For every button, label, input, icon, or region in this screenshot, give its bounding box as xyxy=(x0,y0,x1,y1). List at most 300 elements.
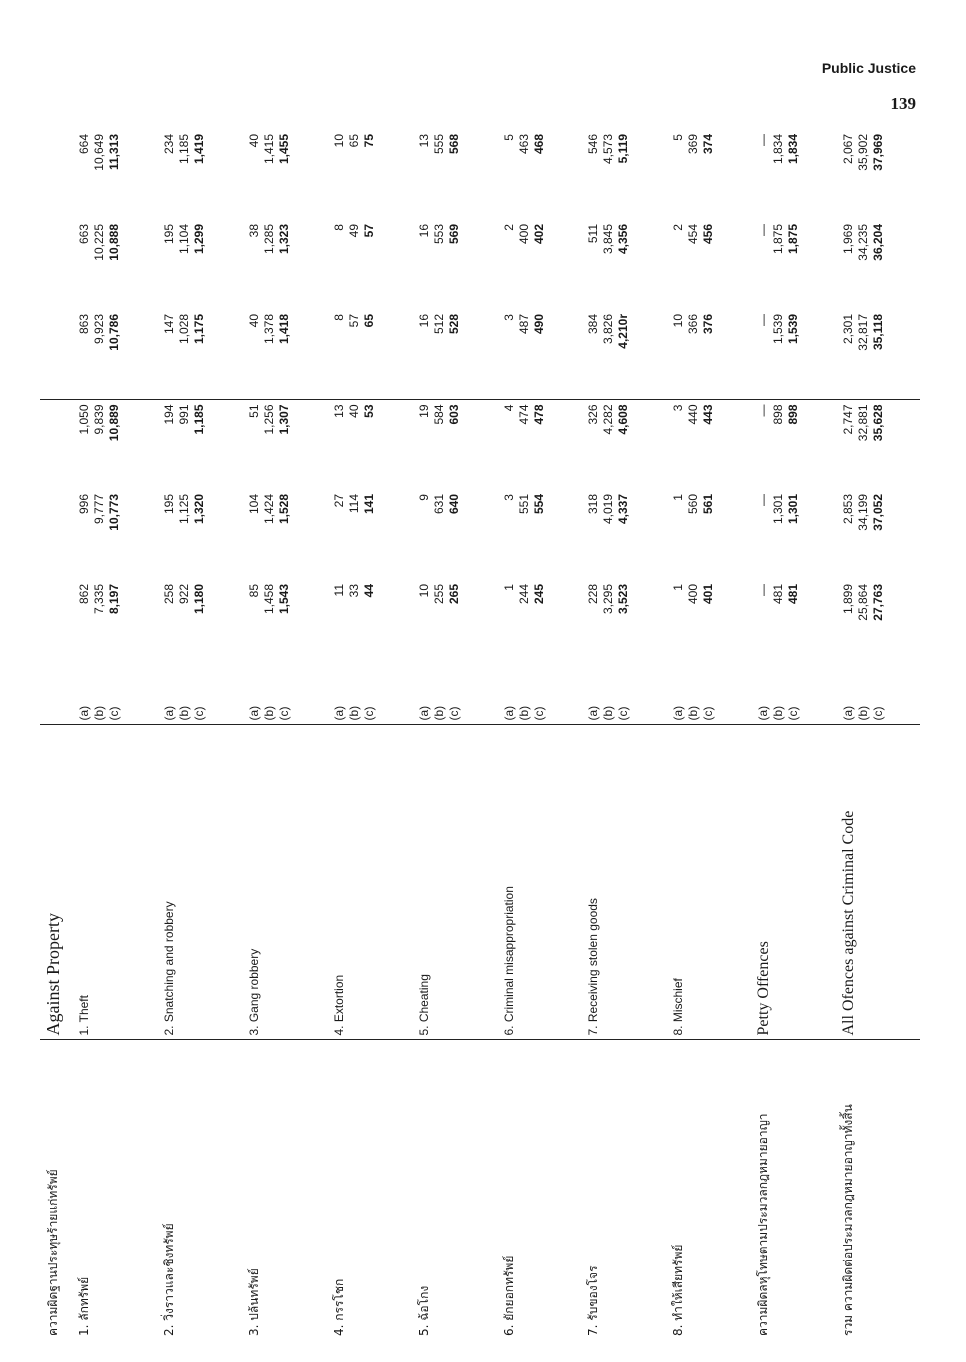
value-cell xyxy=(241,580,326,670)
value: 1,875 xyxy=(771,224,786,255)
value: 4 xyxy=(501,404,516,412)
value: 4,573 xyxy=(601,134,616,165)
value: 3 xyxy=(501,314,516,321)
value-cell xyxy=(496,490,581,580)
row-key: (c) xyxy=(361,706,376,721)
value: 57 xyxy=(346,314,361,328)
value: 35,902 xyxy=(856,134,870,171)
row-key: (b) xyxy=(771,705,786,721)
value-cell xyxy=(326,310,411,400)
value: 147 xyxy=(162,314,177,335)
value: 13 xyxy=(331,404,346,418)
row-key: (a) xyxy=(501,705,516,721)
value: 49 xyxy=(346,224,361,238)
value: 44 xyxy=(361,584,376,598)
value: 57 xyxy=(361,224,376,238)
value-cell xyxy=(326,490,411,580)
value: 114 xyxy=(346,494,361,514)
value: 1,256 xyxy=(261,404,276,435)
value: 440 xyxy=(686,404,701,425)
value: 32,817 xyxy=(856,314,870,351)
value: 75 xyxy=(361,134,376,148)
value: 4,282 xyxy=(601,404,616,435)
row-key: (b) xyxy=(686,705,701,721)
value: 1,028 xyxy=(177,314,192,345)
value: 401 xyxy=(701,584,716,605)
value: 1,125 xyxy=(177,494,192,525)
row-label-english: 4. Extortion xyxy=(326,725,411,1040)
row-key: (b) xyxy=(177,705,192,721)
row-label-english: All Ofences against Criminal Code xyxy=(835,725,920,1040)
table-row xyxy=(580,130,665,1340)
value: 1,285 xyxy=(261,224,276,255)
row-label-thai: รวม ความผิดต่อประมวลกฎหมายอาญาทั้งสิ้น xyxy=(841,1104,855,1336)
value: 1,378 xyxy=(261,314,276,345)
value-cell xyxy=(496,310,581,400)
value: 400 xyxy=(516,224,531,245)
row-keys xyxy=(665,670,750,725)
value-cell xyxy=(580,310,665,400)
value-cell xyxy=(326,220,411,310)
value-cell xyxy=(665,580,750,670)
value: 1,104 xyxy=(177,224,192,255)
page-number: 139 xyxy=(890,94,916,113)
value: 1,834 xyxy=(771,134,786,165)
value: 65 xyxy=(361,314,376,328)
value: — xyxy=(756,494,771,506)
value: 1,185 xyxy=(177,134,192,165)
value: 569 xyxy=(446,224,461,245)
value: 640 xyxy=(446,494,461,515)
table-row xyxy=(156,130,241,1340)
value: 560 xyxy=(686,494,701,515)
row-label-english: 2. Snatching and robbery xyxy=(156,725,241,1040)
value: 1,050 xyxy=(77,404,92,435)
value-cell xyxy=(665,490,750,580)
row-keys xyxy=(71,670,156,725)
value: 862 xyxy=(77,584,92,605)
value: 141 xyxy=(361,494,376,515)
value: 27,763 xyxy=(871,584,885,621)
value: 2,067 xyxy=(841,134,855,165)
value: 551 xyxy=(516,494,531,515)
value: 546 xyxy=(586,134,601,155)
value-cell xyxy=(496,580,581,670)
value: 3 xyxy=(501,494,516,501)
value: 512 xyxy=(431,314,446,335)
value: 631 xyxy=(431,494,446,515)
running-head: Public Justice xyxy=(821,60,916,76)
value: 32,881 xyxy=(856,404,870,442)
value: 53 xyxy=(361,404,376,418)
value: 244 xyxy=(516,584,531,605)
value: 1,455 xyxy=(276,134,291,165)
value-cell xyxy=(156,310,241,400)
value-cell xyxy=(71,400,156,490)
value: 1,419 xyxy=(192,134,207,165)
value-cell xyxy=(496,400,581,490)
value: 25,864 xyxy=(856,584,870,621)
value: 1,424 xyxy=(261,494,276,525)
value: 554 xyxy=(531,494,546,515)
row-key: (b) xyxy=(92,705,107,721)
value-cell xyxy=(411,130,496,220)
value: 402 xyxy=(531,224,546,245)
value-cell xyxy=(665,400,750,490)
row-keys xyxy=(241,670,326,725)
value: 376 xyxy=(701,314,716,335)
row-key: (b) xyxy=(856,705,870,721)
value-cell xyxy=(71,490,156,580)
section-heading-thai: ความผิดฐานประทุษร้ายแก่ทรัพย์ xyxy=(46,1169,60,1336)
row-label-english: 5. Cheating xyxy=(411,725,496,1040)
table-row xyxy=(665,130,750,1340)
value: 38 xyxy=(246,224,261,238)
row-key: (c) xyxy=(616,706,631,721)
row-key: (a) xyxy=(77,705,92,721)
value-cell xyxy=(71,310,156,400)
row-key: (a) xyxy=(671,705,686,721)
value: 3,826 xyxy=(601,314,616,345)
value-cell xyxy=(411,220,496,310)
value: 400 xyxy=(686,584,701,605)
value: 1,185 xyxy=(192,404,207,435)
value: 19 xyxy=(416,404,431,418)
value: 4,608 xyxy=(616,404,631,435)
value-cell xyxy=(835,310,920,400)
value: 366 xyxy=(686,314,701,335)
value: 10,786 xyxy=(107,314,122,351)
value: 318 xyxy=(586,494,601,515)
table-row xyxy=(241,130,326,1340)
table-row xyxy=(496,130,581,1340)
value: — xyxy=(756,134,771,146)
table-row xyxy=(326,130,411,1340)
statistics-table xyxy=(40,130,920,1341)
value: 37,052 xyxy=(871,494,885,531)
value: 1,458 xyxy=(261,584,276,615)
value: 2,301 xyxy=(841,314,855,345)
value: 265 xyxy=(446,584,461,605)
value: 1 xyxy=(671,494,686,501)
row-key: (c) xyxy=(786,706,801,721)
value-cell xyxy=(326,580,411,670)
value: 456 xyxy=(701,224,716,245)
value: 996 xyxy=(77,494,92,515)
value: 1,180 xyxy=(192,584,207,615)
value: 326 xyxy=(586,404,601,425)
value: 1,299 xyxy=(192,224,207,255)
row-key: (c) xyxy=(192,706,207,721)
value: 3,845 xyxy=(601,224,616,255)
value: 3,523 xyxy=(616,584,631,615)
value-cell xyxy=(750,400,835,490)
row-label-english: Petty Offences xyxy=(750,725,835,1040)
value-cell xyxy=(241,310,326,400)
row-keys xyxy=(411,670,496,725)
value: 568 xyxy=(446,134,461,155)
row-keys xyxy=(750,670,835,725)
value: 1,307 xyxy=(276,404,291,435)
row-key: (b) xyxy=(516,705,531,721)
row-label-thai: 8. ทำให้เสียทรัพย์ xyxy=(671,1244,686,1336)
value-cell xyxy=(411,490,496,580)
row-label-english: 7. Receiving stolen goods xyxy=(580,725,665,1040)
value-cell xyxy=(750,580,835,670)
value: 553 xyxy=(431,224,446,245)
value: 10,649 xyxy=(92,134,107,171)
value: 8 xyxy=(331,224,346,231)
value-cell xyxy=(835,580,920,670)
value: 104 xyxy=(246,494,261,515)
value-cell xyxy=(750,130,835,220)
value: 255 xyxy=(431,584,446,605)
row-keys xyxy=(326,670,411,725)
value: 65 xyxy=(346,134,361,148)
value-cell xyxy=(496,220,581,310)
row-key: (c) xyxy=(871,706,885,721)
value: 481 xyxy=(771,584,786,605)
value-cell xyxy=(411,310,496,400)
row-key: (a) xyxy=(162,705,177,721)
value-cell xyxy=(665,130,750,220)
value: — xyxy=(756,314,771,326)
value: 1,323 xyxy=(276,224,291,255)
row-key: (a) xyxy=(416,705,431,721)
value: 9,839 xyxy=(92,404,107,435)
row-key: (b) xyxy=(601,705,616,721)
row-keys xyxy=(496,670,581,725)
value: 10 xyxy=(416,584,431,598)
value: 555 xyxy=(431,134,446,155)
value-cell xyxy=(241,220,326,310)
value-cell xyxy=(156,130,241,220)
value: 27 xyxy=(331,494,346,508)
value-cell xyxy=(580,580,665,670)
value: 561 xyxy=(701,494,716,515)
value-cell xyxy=(835,490,920,580)
value: 40 xyxy=(346,404,361,418)
row-label-english: 3. Gang robbery xyxy=(241,725,326,1040)
value: 234 xyxy=(162,134,177,155)
value: — xyxy=(756,224,771,236)
row-key: (c) xyxy=(531,706,546,721)
value: 228 xyxy=(586,584,601,605)
row-key: (a) xyxy=(586,705,601,721)
value-cell xyxy=(580,220,665,310)
value: — xyxy=(756,584,771,596)
row-label-thai: 6. ยักยอกทรัพย์ xyxy=(501,1255,516,1336)
value: 3,295 xyxy=(601,584,616,615)
value: 2,853 xyxy=(841,494,855,525)
value: 663 xyxy=(77,224,92,245)
value: 1,175 xyxy=(192,314,207,345)
value: 10 xyxy=(671,314,686,328)
row-label-thai: 2. วิ่งราวและชิงทรัพย์ xyxy=(162,1223,177,1336)
value: 33 xyxy=(346,584,361,598)
value-cell xyxy=(665,310,750,400)
value: 1,899 xyxy=(841,584,855,615)
value: 10 xyxy=(331,134,346,148)
value-cell xyxy=(580,400,665,490)
value: 40 xyxy=(246,314,261,328)
value: 1,415 xyxy=(261,134,276,165)
value: 4,337 xyxy=(616,494,631,525)
value: 454 xyxy=(686,224,701,245)
value: 1,418 xyxy=(276,314,291,345)
value-cell xyxy=(835,220,920,310)
value: 468 xyxy=(531,134,546,155)
value: 40 xyxy=(246,134,261,148)
value: 603 xyxy=(446,404,461,425)
value-cell xyxy=(411,400,496,490)
value-cell xyxy=(580,490,665,580)
value: 16 xyxy=(416,314,431,328)
value: 195 xyxy=(162,224,177,245)
value: 7,335 xyxy=(92,584,107,615)
value: 16 xyxy=(416,224,431,238)
rotated-table-container xyxy=(40,130,920,1340)
value: 490 xyxy=(531,314,546,335)
row-key: (b) xyxy=(346,705,361,721)
value-cell xyxy=(835,130,920,220)
value: 9,777 xyxy=(92,494,107,525)
value: 1,528 xyxy=(276,494,291,525)
value-cell xyxy=(156,220,241,310)
row-key: (a) xyxy=(331,705,346,721)
value: 369 xyxy=(686,134,701,155)
row-keys xyxy=(156,670,241,725)
value: 664 xyxy=(77,134,92,155)
value: 8 xyxy=(331,314,346,321)
value: 898 xyxy=(771,404,786,425)
value: 35,118 xyxy=(871,314,885,351)
row-key: (c) xyxy=(107,706,122,721)
table-row xyxy=(71,130,156,1340)
value: 10,225 xyxy=(92,224,107,261)
value: 5 xyxy=(501,134,516,141)
value: 10,889 xyxy=(107,404,122,442)
value: 374 xyxy=(701,134,716,155)
row-key: (a) xyxy=(841,705,855,721)
value: 1 xyxy=(501,584,516,591)
value: 9 xyxy=(416,494,431,501)
value: 37,969 xyxy=(871,134,885,171)
row-key: (b) xyxy=(261,705,276,721)
value: 4,356 xyxy=(616,224,631,255)
value: 2,747 xyxy=(841,404,855,435)
value: 1,834 xyxy=(786,134,801,165)
value: 51 xyxy=(246,404,261,418)
row-key: (c) xyxy=(276,706,291,721)
value: 443 xyxy=(701,404,716,425)
value-cell xyxy=(156,490,241,580)
value-cell xyxy=(156,580,241,670)
value: 13 xyxy=(416,134,431,148)
value: 36,204 xyxy=(871,224,885,261)
value: 5 xyxy=(671,134,686,141)
value: 35,628 xyxy=(871,404,885,442)
row-label-thai: ความผิดลหุโทษตามประมวลกฎหมายอาญา xyxy=(756,1113,771,1336)
row-label-thai: 7. รับของโจร xyxy=(586,1265,601,1336)
value-cell xyxy=(156,400,241,490)
value: 1,969 xyxy=(841,224,855,255)
value: 384 xyxy=(586,314,601,335)
value: 1 xyxy=(671,584,686,591)
value: 481 xyxy=(786,584,801,605)
value-cell xyxy=(835,400,920,490)
value-cell xyxy=(71,130,156,220)
value-cell xyxy=(71,580,156,670)
row-key: (c) xyxy=(446,706,461,721)
row-keys xyxy=(580,670,665,725)
value: 1,539 xyxy=(786,314,801,345)
value-cell xyxy=(241,490,326,580)
value: 478 xyxy=(531,404,546,425)
value: 4,210r xyxy=(616,314,631,349)
value-cell xyxy=(241,130,326,220)
value: 195 xyxy=(162,494,177,515)
value-cell xyxy=(71,220,156,310)
value: 1,320 xyxy=(192,494,207,525)
value-cell xyxy=(580,130,665,220)
value: 3 xyxy=(671,404,686,412)
value-cell xyxy=(241,400,326,490)
value: 922 xyxy=(177,584,192,605)
value: 991 xyxy=(177,404,192,425)
row-label-english: 8. Mischief xyxy=(665,725,750,1040)
row-label-thai: 4. กรรโชก xyxy=(331,1278,346,1336)
value-cell xyxy=(496,130,581,220)
table-row xyxy=(411,130,496,1340)
value: 10,773 xyxy=(107,494,122,531)
row-key: (a) xyxy=(756,705,771,721)
value: 34,235 xyxy=(856,224,870,261)
value-cell xyxy=(750,220,835,310)
row-key: (c) xyxy=(701,706,716,721)
value: 898 xyxy=(786,404,801,425)
value: 487 xyxy=(516,314,531,335)
value: 9,923 xyxy=(92,314,107,345)
value: 584 xyxy=(431,404,446,425)
section-heading-english: Against Property xyxy=(40,725,71,1040)
value: 2 xyxy=(671,224,686,231)
value: 4,019 xyxy=(601,494,616,525)
row-keys xyxy=(835,670,920,725)
row-key: (b) xyxy=(431,705,446,721)
value: 194 xyxy=(162,404,177,425)
value: 1,539 xyxy=(771,314,786,345)
value: 34,199 xyxy=(856,494,870,531)
value: 245 xyxy=(531,584,546,605)
value: 1,301 xyxy=(786,494,801,525)
value: 11 xyxy=(331,584,346,597)
value: 528 xyxy=(446,314,461,335)
value-cell xyxy=(326,130,411,220)
value: 1,875 xyxy=(786,224,801,255)
value: 10,888 xyxy=(107,224,122,261)
value-cell xyxy=(750,310,835,400)
value: 1,301 xyxy=(771,494,786,525)
value: 11,313 xyxy=(107,134,122,171)
value: 474 xyxy=(516,404,531,425)
section-heading-row xyxy=(40,130,71,1340)
value: — xyxy=(756,404,771,417)
row-label-english: 1. Theft xyxy=(71,725,156,1040)
value: 8,197 xyxy=(107,584,122,615)
value: 511 xyxy=(586,224,601,244)
value: 1,543 xyxy=(276,584,291,615)
